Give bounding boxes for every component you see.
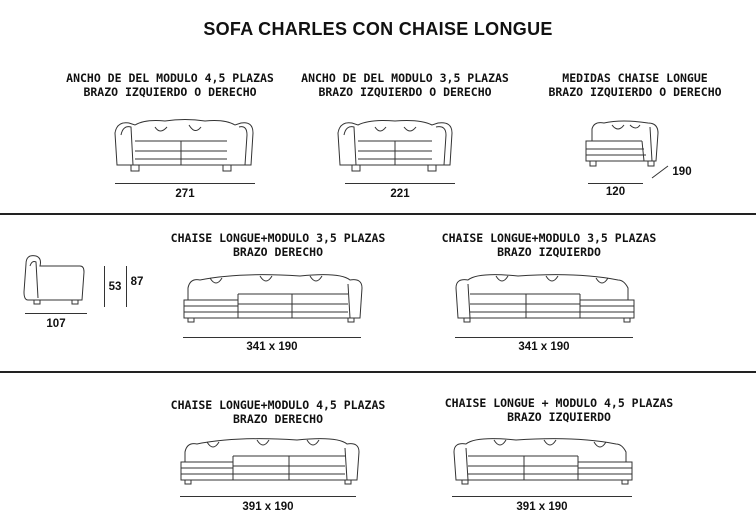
dimension-107: 107 [46, 318, 66, 330]
sofa-3-5-front-drawing [330, 115, 460, 177]
dimension-341-derecho: 341 x 190 [246, 341, 298, 353]
caption-chaise-3-5-derecho [148, 231, 408, 259]
caption-line-1: CHAISE LONGUE+MODULO 4,5 PLAZAS [170, 398, 386, 412]
caption-line-2: BRAZO IZQUIERDO O DERECHO [548, 85, 722, 99]
caption-modulo-3-5 [285, 71, 525, 99]
dimension-221: 221 [390, 188, 410, 200]
dimension-341-izquierdo: 341 x 190 [518, 341, 570, 353]
caption-line-1: CHAISE LONGUE+MODULO 3,5 PLAZAS [170, 231, 386, 245]
caption-line-2: BRAZO IZQUIERDO O DERECHO [318, 85, 492, 99]
caption-line-2: BRAZO IZQUIERDO [497, 245, 601, 259]
dimension-line-107 [25, 313, 87, 314]
caption-line-1: ANCHO DE DEL MODULO 3,5 PLAZAS [301, 71, 509, 85]
dimension-53: 53 [108, 281, 122, 293]
depth-dimension-line [650, 164, 670, 180]
dimension-87: 87 [130, 276, 144, 288]
dimension-line-341-derecho [183, 337, 361, 338]
chaise-4-5-izquierdo-drawing [450, 434, 635, 490]
caption-chaise-4-5-derecho [148, 398, 408, 426]
caption-line-2: BRAZO IZQUIERDO [507, 410, 611, 424]
page-title: SOFA CHARLES CON CHAISE LONGUE [203, 19, 553, 39]
caption-line-2: BRAZO DERECHO [232, 245, 323, 259]
sofa-4-5-front-drawing [105, 115, 255, 177]
caption-line-2: BRAZO IZQUIERDO O DERECHO [83, 85, 257, 99]
dimension-120: 120 [605, 186, 626, 198]
caption-chaise-4-5-izquierdo [425, 396, 693, 424]
section-divider [0, 371, 756, 373]
caption-line-1: MEDIDAS CHAISE LONGUE [562, 71, 708, 85]
dimension-line-341-izquierdo [455, 337, 633, 338]
dimension-190: 190 [672, 166, 692, 178]
caption-line-1: ANCHO DE DEL MODULO 4,5 PLAZAS [66, 71, 274, 85]
dimension-271: 271 [175, 188, 195, 200]
dimension-391-derecho: 391 x 190 [242, 501, 294, 513]
seat-height-line [104, 266, 105, 307]
total-height-line [126, 266, 127, 307]
dimension-line-120 [588, 183, 643, 184]
caption-line-2: BRAZO DERECHO [232, 412, 323, 426]
caption-chaise-longue [520, 71, 750, 99]
dimension-line-391-izquierdo [452, 496, 632, 497]
caption-line-1: CHAISE LONGUE + MODULO 4,5 PLAZAS [444, 396, 674, 410]
dimension-line-271 [115, 183, 255, 184]
sofa-side-view-drawing [20, 252, 90, 310]
chaise-4-5-derecho-drawing [177, 434, 362, 490]
chaise-3-5-derecho-drawing [180, 270, 365, 328]
dimension-line-391-derecho [180, 496, 356, 497]
chaise-3-5-izquierdo-drawing [452, 270, 637, 328]
caption-modulo-4-5 [50, 71, 290, 99]
caption-line-1: CHAISE LONGUE+MODULO 3,5 PLAZAS [441, 231, 657, 245]
caption-chaise-3-5-izquierdo [419, 231, 679, 259]
dimension-line-221 [345, 183, 455, 184]
section-divider [0, 213, 756, 215]
dimension-391-izquierdo: 391 x 190 [516, 501, 568, 513]
